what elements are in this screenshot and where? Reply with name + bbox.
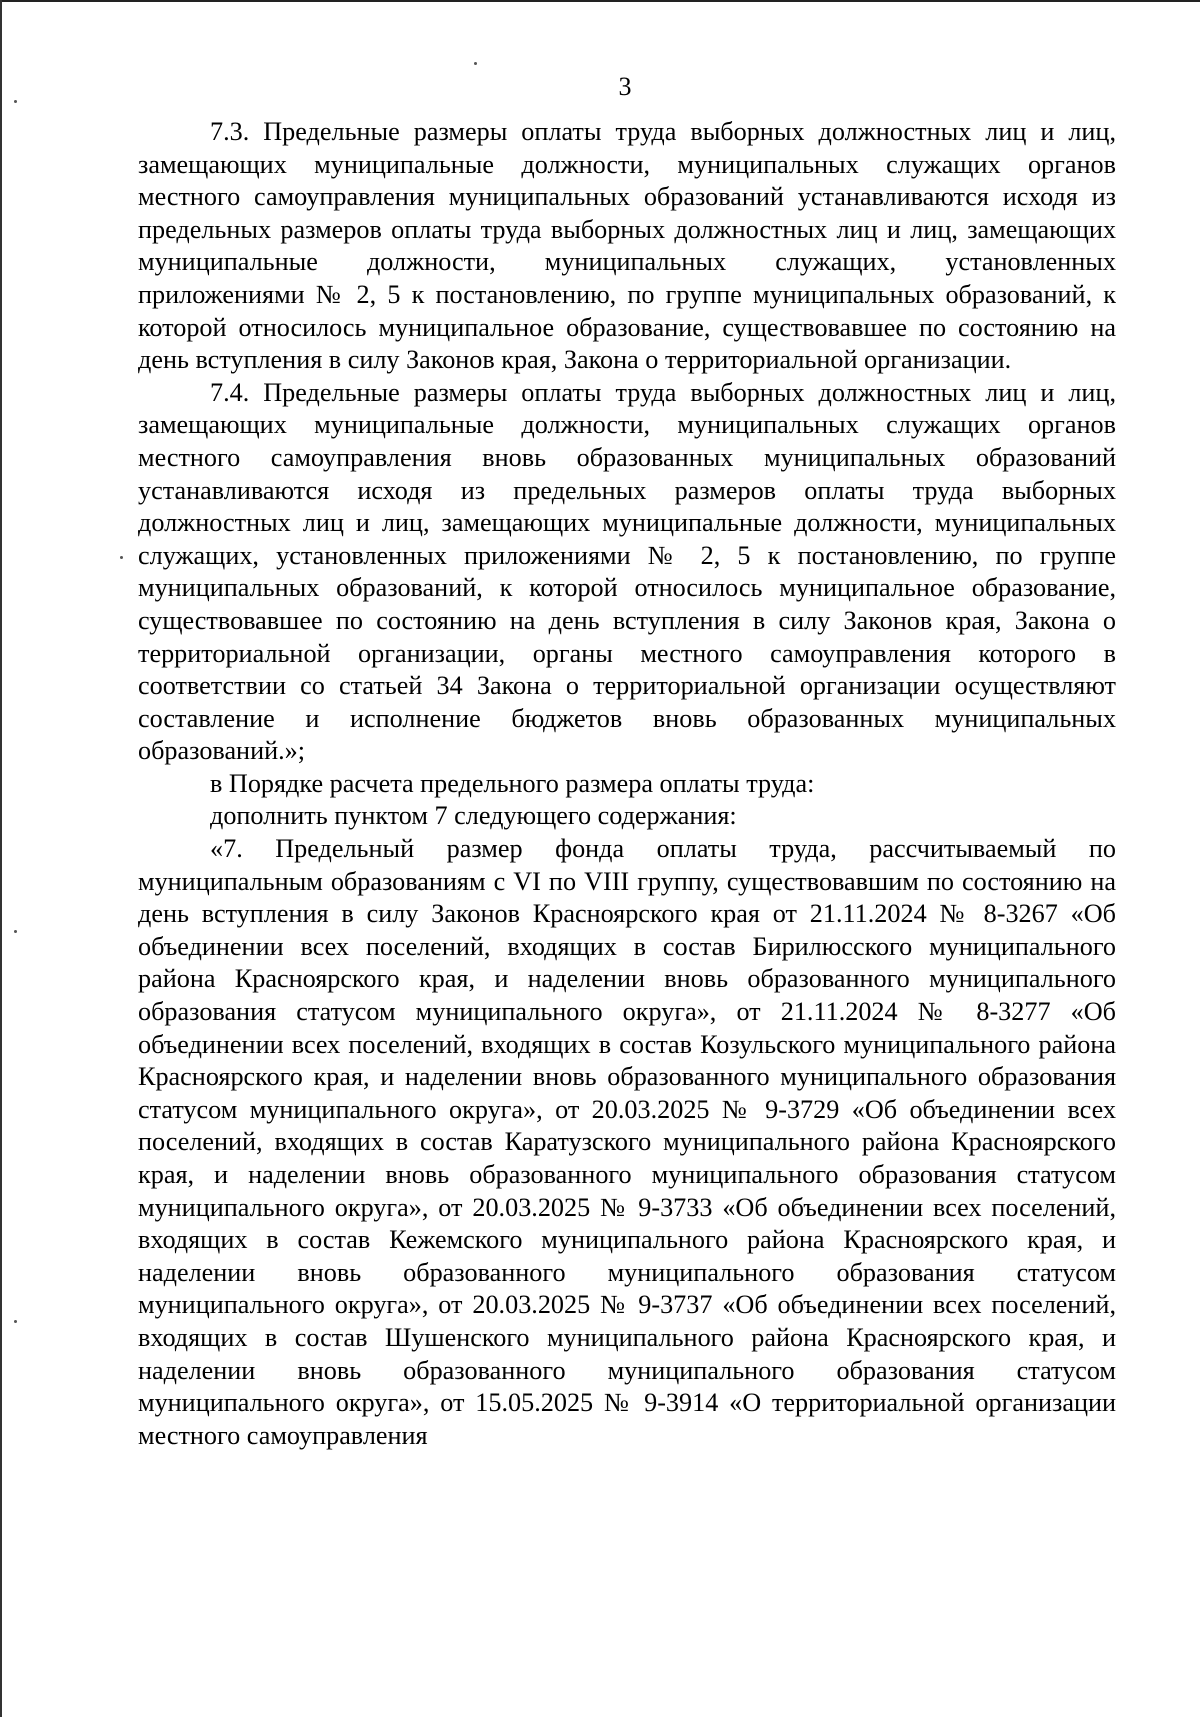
document-body xyxy=(138,116,1116,1452)
scan-edge-top xyxy=(0,0,1200,2)
paragraph-order-intro: в Порядке расчета предельного размера оплаты труда: xyxy=(210,768,815,798)
paragraph-add-point: дополнить пунктом 7 следующего содержания: xyxy=(210,801,737,831)
scan-edge-left xyxy=(0,0,2,1717)
scan-speck xyxy=(474,62,477,65)
paragraph-7-4: 7.4. Предельные размеры оплаты труда выборных должностных лиц и лиц, замещающих муниципальные должности, муниципальных служащих органов местного самоуправления вновь образованных муниципальных образований устанавливаются исходя из предельных размеров оплаты труда выборных должностных лиц и лиц, замещающих муниципальные должности, муниципальных служащих, установленных приложениями № 2, 5 к постановлению, по группе муниципальных образований, к которой относилось муниципальное образование, существовавшее по состоянию на день вступления в силу Законов края, Закона о территориальной организации, органы местного самоуправления которого в соответствии со статьей 34 Закона о территориальной организации осуществляют составление и исполнение бюджетов вновь образованных муниципальных образований.»; xyxy=(138,377,1116,766)
scan-speck xyxy=(14,1320,17,1323)
scan-speck xyxy=(14,930,17,933)
paragraph-7-3: 7.3. Предельные размеры оплаты труда выборных должностных лиц и лиц, замещающих муниципальные должности, муниципальных служащих органов местного самоуправления муниципальных образований устанавливаются исходя из предельных размеров оплаты труда выборных должностных лиц и лиц, замещающих муниципальные должности, муниципальных служащих, установленных приложениями № 2, 5 к постановлению, по группе муниципальных образований, к которой относилось муниципальное образование, существовавшее по состоянию на день вступления в силу Законов края, Закона о территориальной организации. xyxy=(138,117,1116,375)
page-number: 3 xyxy=(618,72,632,101)
scan-speck xyxy=(120,556,123,559)
paragraph-7: «7. Предельный размер фонда оплаты труда, рассчитываемый по муниципальным образованиям с VI по VIII группу, существовавшим по состоянию на день вступления в силу Законов Красноярского края от 21.11.2024 № 8-3267 «Об объединении всех поселений, входящих в состав Бирилюсского муниципального района Красноярского края, и наделении вновь образованного муниципального образования статусом муниципального округа», от 21.11.2024 № 8-3277 «Об объединении всех поселений, входящих в состав Козульского муниципального района Красноярского края, и наделении вновь образованного муниципального образования статусом муниципального округа», от 20.03.2025 № 9-3729 «Об объединении всех поселений, входящих в состав Каратузского муниципального района Красноярского края, и наделении вновь образованного муниципального образования статусом муниципального округа», от 20.03.2025 № 9-3733 «Об объединении всех поселений, входящих в состав Кежемского муниципального района Красноярского края, и наделении вновь образованного муниципального образования статусом муниципального округа», от 20.03.2025 № 9-3737 «Об объединении всех поселений, входящих в состав Шушенского муниципального района Красноярского края, и наделении вновь образованного муниципального образования статусом муниципального округа», от 15.05.2025 № 9-3914 «О территориальной организации местного самоуправления xyxy=(138,834,1116,1450)
